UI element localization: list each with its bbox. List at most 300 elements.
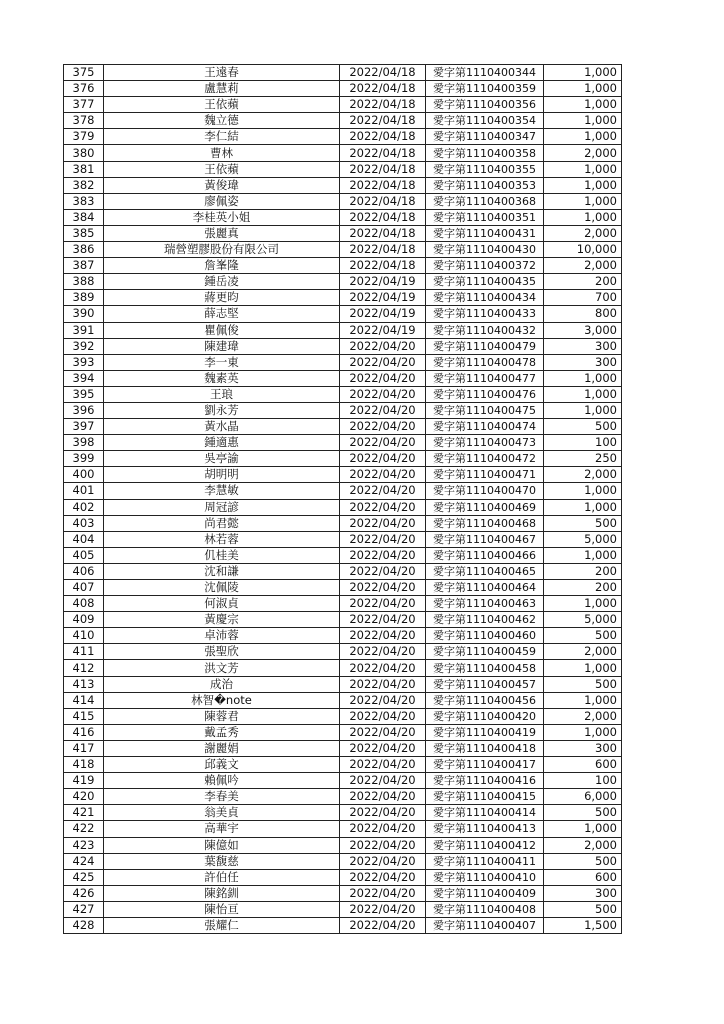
donation-amount: 500 — [544, 628, 622, 644]
donation-date: 2022/04/18 — [340, 113, 426, 129]
donation-amount: 300 — [544, 740, 622, 756]
donation-date: 2022/04/20 — [340, 676, 426, 692]
donor-name: 陳怡亘 — [104, 901, 340, 917]
donor-name: 黃慶宗 — [104, 612, 340, 628]
row-number: 399 — [64, 451, 104, 467]
donation-date: 2022/04/20 — [340, 354, 426, 370]
receipt-number: 愛字第1110400435 — [426, 274, 544, 290]
table-row — [64, 225, 622, 241]
donor-name: 薛志堅 — [104, 306, 340, 322]
receipt-number: 愛字第1110400474 — [426, 419, 544, 435]
donation-amount: 1,000 — [544, 370, 622, 386]
donation-amount: 1,000 — [544, 499, 622, 515]
donation-amount: 1,000 — [544, 547, 622, 563]
row-number: 414 — [64, 692, 104, 708]
donor-name: 周冠諺 — [104, 499, 340, 515]
row-number: 403 — [64, 515, 104, 531]
donation-date: 2022/04/20 — [340, 885, 426, 901]
donor-name: 尚君懿 — [104, 515, 340, 531]
donation-amount: 300 — [544, 338, 622, 354]
table-row — [64, 177, 622, 193]
donor-name: 王依蘋 — [104, 161, 340, 177]
table-row — [64, 692, 622, 708]
table-row — [64, 419, 622, 435]
row-number: 380 — [64, 145, 104, 161]
row-number: 401 — [64, 483, 104, 499]
row-number: 385 — [64, 225, 104, 241]
table-row — [64, 370, 622, 386]
donation-date: 2022/04/20 — [340, 869, 426, 885]
receipt-number: 愛字第1110400478 — [426, 354, 544, 370]
donation-date: 2022/04/20 — [340, 628, 426, 644]
table-row — [64, 81, 622, 97]
donor-name: 曹林 — [104, 145, 340, 161]
donor-name: 陳建瑋 — [104, 338, 340, 354]
row-number: 396 — [64, 402, 104, 418]
donor-name: 李桂英小姐 — [104, 209, 340, 225]
table-row — [64, 660, 622, 676]
donation-date: 2022/04/19 — [340, 290, 426, 306]
table-row — [64, 354, 622, 370]
row-number: 411 — [64, 644, 104, 660]
receipt-number: 愛字第1110400459 — [426, 644, 544, 660]
table-row — [64, 161, 622, 177]
donation-date: 2022/04/18 — [340, 177, 426, 193]
row-number: 384 — [64, 209, 104, 225]
donation-amount: 2,000 — [544, 708, 622, 724]
receipt-number: 愛字第1110400358 — [426, 145, 544, 161]
donation-amount: 1,000 — [544, 177, 622, 193]
row-number: 386 — [64, 242, 104, 258]
receipt-number: 愛字第1110400418 — [426, 740, 544, 756]
donation-amount: 3,000 — [544, 322, 622, 338]
table-row — [64, 338, 622, 354]
donation-amount: 5,000 — [544, 531, 622, 547]
row-number: 423 — [64, 837, 104, 853]
receipt-number: 愛字第1110400472 — [426, 451, 544, 467]
table-row — [64, 789, 622, 805]
donor-name: 卓沛蓉 — [104, 628, 340, 644]
donor-name: 沈和謙 — [104, 563, 340, 579]
donation-date: 2022/04/20 — [340, 499, 426, 515]
table-row — [64, 113, 622, 129]
receipt-number: 愛字第1110400434 — [426, 290, 544, 306]
table-row — [64, 708, 622, 724]
receipt-number: 愛字第1110400456 — [426, 692, 544, 708]
row-number: 387 — [64, 258, 104, 274]
table-row — [64, 837, 622, 853]
table-row — [64, 499, 622, 515]
row-number: 410 — [64, 628, 104, 644]
table-row — [64, 740, 622, 756]
table-row — [64, 467, 622, 483]
donor-name: 洪文芳 — [104, 660, 340, 676]
row-number: 407 — [64, 580, 104, 596]
donor-name: 鍾岳凌 — [104, 274, 340, 290]
receipt-number: 愛字第1110400410 — [426, 869, 544, 885]
receipt-number: 愛字第1110400419 — [426, 724, 544, 740]
table-row — [64, 322, 622, 338]
row-number: 420 — [64, 789, 104, 805]
donation-date: 2022/04/20 — [340, 837, 426, 853]
table-row — [64, 612, 622, 628]
receipt-number: 愛字第1110400409 — [426, 885, 544, 901]
donation-date: 2022/04/18 — [340, 209, 426, 225]
donor-name: 蔣更昀 — [104, 290, 340, 306]
table-row — [64, 451, 622, 467]
donation-date: 2022/04/18 — [340, 81, 426, 97]
table-row — [64, 386, 622, 402]
row-number: 400 — [64, 467, 104, 483]
row-number: 424 — [64, 853, 104, 869]
row-number: 412 — [64, 660, 104, 676]
table-row — [64, 306, 622, 322]
row-number: 382 — [64, 177, 104, 193]
table-row — [64, 853, 622, 869]
receipt-number: 愛字第1110400347 — [426, 129, 544, 145]
donation-amount: 300 — [544, 885, 622, 901]
row-number: 381 — [64, 161, 104, 177]
donation-amount: 800 — [544, 306, 622, 322]
donation-date: 2022/04/18 — [340, 129, 426, 145]
donation-amount: 1,000 — [544, 81, 622, 97]
donor-name: 王依蘋 — [104, 97, 340, 113]
row-number: 418 — [64, 757, 104, 773]
table-row — [64, 97, 622, 113]
receipt-number: 愛字第1110400408 — [426, 901, 544, 917]
donation-date: 2022/04/20 — [340, 901, 426, 917]
donation-date: 2022/04/20 — [340, 531, 426, 547]
donor-name: 劉永芳 — [104, 402, 340, 418]
row-number: 425 — [64, 869, 104, 885]
donation-date: 2022/04/20 — [340, 724, 426, 740]
donation-date: 2022/04/20 — [340, 338, 426, 354]
receipt-number: 愛字第1110400477 — [426, 370, 544, 386]
donor-name: 許伯任 — [104, 869, 340, 885]
row-number: 426 — [64, 885, 104, 901]
donation-date: 2022/04/20 — [340, 386, 426, 402]
donation-amount: 200 — [544, 274, 622, 290]
receipt-number: 愛字第1110400467 — [426, 531, 544, 547]
table-row — [64, 290, 622, 306]
donor-name: 吳亭諭 — [104, 451, 340, 467]
donation-amount: 100 — [544, 435, 622, 451]
donation-amount: 1,000 — [544, 692, 622, 708]
donation-amount: 1,000 — [544, 209, 622, 225]
table-row — [64, 547, 622, 563]
donation-amount: 500 — [544, 901, 622, 917]
donation-amount: 1,000 — [544, 386, 622, 402]
donation-date: 2022/04/20 — [340, 692, 426, 708]
donor-name: 王遠春 — [104, 65, 340, 81]
donation-amount: 700 — [544, 290, 622, 306]
donation-amount: 6,000 — [544, 789, 622, 805]
donation-amount: 1,000 — [544, 161, 622, 177]
donation-amount: 1,000 — [544, 129, 622, 145]
donation-amount: 2,000 — [544, 145, 622, 161]
table-row — [64, 724, 622, 740]
donation-date: 2022/04/20 — [340, 708, 426, 724]
table-row — [64, 563, 622, 579]
donation-amount: 500 — [544, 853, 622, 869]
receipt-number: 愛字第1110400344 — [426, 65, 544, 81]
table-row — [64, 644, 622, 660]
table-row — [64, 901, 622, 917]
donation-amount: 500 — [544, 805, 622, 821]
donor-name: 葉馥慈 — [104, 853, 340, 869]
donation-amount: 600 — [544, 757, 622, 773]
receipt-number: 愛字第1110400476 — [426, 386, 544, 402]
table-row — [64, 145, 622, 161]
receipt-number: 愛字第1110400460 — [426, 628, 544, 644]
donor-name: 陳蓉君 — [104, 708, 340, 724]
row-number: 393 — [64, 354, 104, 370]
donation-amount: 1,000 — [544, 97, 622, 113]
row-number: 417 — [64, 740, 104, 756]
table-row — [64, 515, 622, 531]
donation-amount: 1,000 — [544, 483, 622, 499]
table-row — [64, 483, 622, 499]
table-row — [64, 129, 622, 145]
donation-amount: 2,000 — [544, 644, 622, 660]
row-number: 416 — [64, 724, 104, 740]
receipt-number: 愛字第1110400470 — [426, 483, 544, 499]
receipt-number: 愛字第1110400416 — [426, 773, 544, 789]
row-number: 398 — [64, 435, 104, 451]
row-number: 390 — [64, 306, 104, 322]
donor-name: 賴佩吟 — [104, 773, 340, 789]
donation-date: 2022/04/20 — [340, 821, 426, 837]
receipt-number: 愛字第1110400372 — [426, 258, 544, 274]
donation-amount: 2,000 — [544, 467, 622, 483]
row-number: 375 — [64, 65, 104, 81]
row-number: 415 — [64, 708, 104, 724]
row-number: 388 — [64, 274, 104, 290]
row-number: 402 — [64, 499, 104, 515]
table-row — [64, 435, 622, 451]
donation-amount: 200 — [544, 563, 622, 579]
receipt-number: 愛字第1110400468 — [426, 515, 544, 531]
donation-date: 2022/04/20 — [340, 596, 426, 612]
donation-date: 2022/04/20 — [340, 612, 426, 628]
donation-date: 2022/04/20 — [340, 483, 426, 499]
receipt-number: 愛字第1110400430 — [426, 242, 544, 258]
donor-name: 高華宇 — [104, 821, 340, 837]
donor-name: 黃水晶 — [104, 419, 340, 435]
donation-date: 2022/04/18 — [340, 242, 426, 258]
donation-date: 2022/04/20 — [340, 660, 426, 676]
table-row — [64, 773, 622, 789]
receipt-number: 愛字第1110400415 — [426, 789, 544, 805]
donor-name: 魏立德 — [104, 113, 340, 129]
table-row — [64, 258, 622, 274]
row-number: 428 — [64, 917, 104, 933]
table-row — [64, 805, 622, 821]
table-row — [64, 676, 622, 692]
donor-name: 成治 — [104, 676, 340, 692]
table-row — [64, 531, 622, 547]
donation-date: 2022/04/19 — [340, 274, 426, 290]
receipt-number: 愛字第1110400475 — [426, 402, 544, 418]
donation-amount: 1,000 — [544, 821, 622, 837]
row-number: 379 — [64, 129, 104, 145]
receipt-number: 愛字第1110400464 — [426, 580, 544, 596]
donor-name: 林若蓉 — [104, 531, 340, 547]
donation-amount: 1,500 — [544, 917, 622, 933]
donation-amount: 250 — [544, 451, 622, 467]
donation-date: 2022/04/20 — [340, 805, 426, 821]
donation-amount: 500 — [544, 515, 622, 531]
table-row — [64, 869, 622, 885]
donation-date: 2022/04/20 — [340, 773, 426, 789]
donation-date: 2022/04/20 — [340, 757, 426, 773]
donation-amount: 10,000 — [544, 242, 622, 258]
row-number: 413 — [64, 676, 104, 692]
receipt-number: 愛字第1110400462 — [426, 612, 544, 628]
donation-date: 2022/04/20 — [340, 644, 426, 660]
donor-name: 張耀仁 — [104, 917, 340, 933]
receipt-number: 愛字第1110400356 — [426, 97, 544, 113]
donor-name: 張麗真 — [104, 225, 340, 241]
receipt-number: 愛字第1110400473 — [426, 435, 544, 451]
donor-name: 盧慧莉 — [104, 81, 340, 97]
receipt-number: 愛字第1110400469 — [426, 499, 544, 515]
donor-name: 謝麗娟 — [104, 740, 340, 756]
donation-amount: 300 — [544, 354, 622, 370]
receipt-number: 愛字第1110400431 — [426, 225, 544, 241]
donation-date: 2022/04/20 — [340, 853, 426, 869]
receipt-number: 愛字第1110400353 — [426, 177, 544, 193]
donor-name: 李慧敏 — [104, 483, 340, 499]
row-number: 405 — [64, 547, 104, 563]
receipt-number: 愛字第1110400465 — [426, 563, 544, 579]
row-number: 409 — [64, 612, 104, 628]
donation-date: 2022/04/20 — [340, 370, 426, 386]
donation-amount: 1,000 — [544, 660, 622, 676]
receipt-number: 愛字第1110400457 — [426, 676, 544, 692]
donation-amount: 600 — [544, 869, 622, 885]
row-number: 419 — [64, 773, 104, 789]
donor-name: 李一東 — [104, 354, 340, 370]
receipt-number: 愛字第1110400407 — [426, 917, 544, 933]
donation-date: 2022/04/18 — [340, 65, 426, 81]
row-number: 383 — [64, 193, 104, 209]
table-row — [64, 917, 622, 933]
row-number: 427 — [64, 901, 104, 917]
row-number: 408 — [64, 596, 104, 612]
receipt-number: 愛字第1110400471 — [426, 467, 544, 483]
donation-amount: 2,000 — [544, 225, 622, 241]
donor-name: 廖佩姿 — [104, 193, 340, 209]
donation-amount: 200 — [544, 580, 622, 596]
donation-date: 2022/04/19 — [340, 322, 426, 338]
row-number: 422 — [64, 821, 104, 837]
donor-name: 王琅 — [104, 386, 340, 402]
donation-date: 2022/04/20 — [340, 467, 426, 483]
donation-date: 2022/04/20 — [340, 580, 426, 596]
donation-date: 2022/04/18 — [340, 258, 426, 274]
table-row — [64, 580, 622, 596]
donation-ledger-table — [63, 64, 622, 934]
donor-name: 魏素英 — [104, 370, 340, 386]
donor-name: 陳銘釧 — [104, 885, 340, 901]
donation-amount: 100 — [544, 773, 622, 789]
donation-amount: 1,000 — [544, 113, 622, 129]
donation-date: 2022/04/20 — [340, 435, 426, 451]
donor-name: 李仁結 — [104, 129, 340, 145]
donor-name: 翁美貞 — [104, 805, 340, 821]
donor-name: 沈佩陵 — [104, 580, 340, 596]
donor-name: 何淑貞 — [104, 596, 340, 612]
row-number: 406 — [64, 563, 104, 579]
donation-date: 2022/04/20 — [340, 515, 426, 531]
donation-amount: 1,000 — [544, 65, 622, 81]
row-number: 392 — [64, 338, 104, 354]
donation-amount: 1,000 — [544, 193, 622, 209]
table-row — [64, 885, 622, 901]
donation-amount: 2,000 — [544, 258, 622, 274]
donation-amount: 1,000 — [544, 402, 622, 418]
donation-date: 2022/04/18 — [340, 145, 426, 161]
donation-date: 2022/04/20 — [340, 419, 426, 435]
receipt-number: 愛字第1110400351 — [426, 209, 544, 225]
row-number: 376 — [64, 81, 104, 97]
table-row — [64, 821, 622, 837]
table-row — [64, 193, 622, 209]
table-row — [64, 757, 622, 773]
row-number: 404 — [64, 531, 104, 547]
table-row — [64, 628, 622, 644]
receipt-number: 愛字第1110400463 — [426, 596, 544, 612]
donation-date: 2022/04/20 — [340, 402, 426, 418]
donor-name: 瞿佩俊 — [104, 322, 340, 338]
donation-date: 2022/04/18 — [340, 161, 426, 177]
donor-name: 林智�note — [104, 692, 340, 708]
donation-date: 2022/04/18 — [340, 193, 426, 209]
table-row — [64, 65, 622, 81]
donor-name: 胡明明 — [104, 467, 340, 483]
receipt-number: 愛字第1110400412 — [426, 837, 544, 853]
table-row — [64, 596, 622, 612]
donor-name: 鍾適惠 — [104, 435, 340, 451]
receipt-number: 愛字第1110400359 — [426, 81, 544, 97]
donor-name: 戴孟秀 — [104, 724, 340, 740]
donor-name: 邱義文 — [104, 757, 340, 773]
donor-name: 瑞營塑膠股份有限公司 — [104, 242, 340, 258]
donation-date: 2022/04/20 — [340, 789, 426, 805]
donation-date: 2022/04/19 — [340, 306, 426, 322]
row-number: 378 — [64, 113, 104, 129]
receipt-number: 愛字第1110400413 — [426, 821, 544, 837]
receipt-number: 愛字第1110400417 — [426, 757, 544, 773]
receipt-number: 愛字第1110400368 — [426, 193, 544, 209]
row-number: 389 — [64, 290, 104, 306]
donation-amount: 500 — [544, 676, 622, 692]
receipt-number: 愛字第1110400458 — [426, 660, 544, 676]
donation-date: 2022/04/18 — [340, 97, 426, 113]
donation-amount: 1,000 — [544, 724, 622, 740]
table-row — [64, 242, 622, 258]
donation-date: 2022/04/20 — [340, 547, 426, 563]
receipt-number: 愛字第1110400479 — [426, 338, 544, 354]
receipt-number: 愛字第1110400354 — [426, 113, 544, 129]
donor-name: 仉桂美 — [104, 547, 340, 563]
table-row — [64, 274, 622, 290]
row-number: 391 — [64, 322, 104, 338]
row-number: 377 — [64, 97, 104, 113]
row-number: 395 — [64, 386, 104, 402]
row-number: 397 — [64, 419, 104, 435]
